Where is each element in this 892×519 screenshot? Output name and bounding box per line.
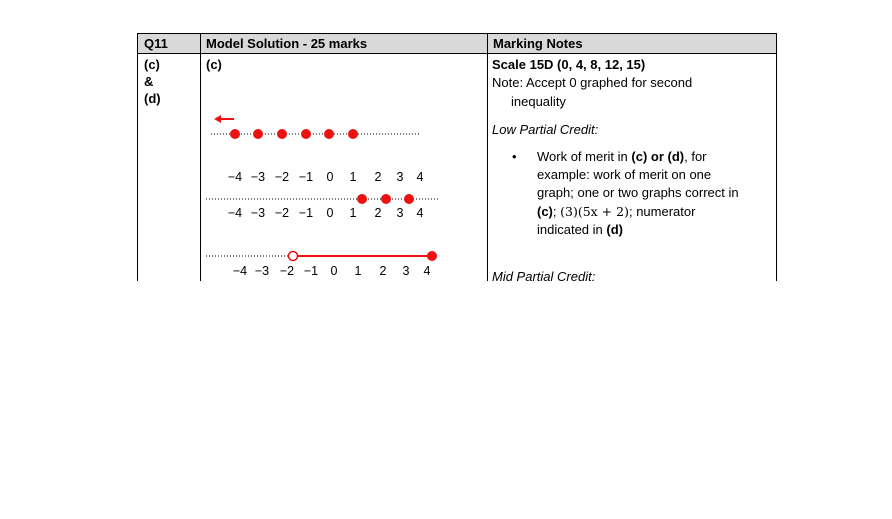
tick-label: 2 xyxy=(379,264,387,278)
bullet-line-2: example: work of merit on one xyxy=(537,167,712,182)
bullet-line-4: (c); (3)(5x + 2); numerator xyxy=(537,204,696,219)
header-question: Q11 xyxy=(138,34,200,54)
tick-label: 0 xyxy=(330,264,338,278)
tick-label: 2 xyxy=(374,206,382,220)
note-line-2: inequality xyxy=(511,94,566,109)
solution-point xyxy=(357,194,367,204)
solution-point xyxy=(348,129,358,139)
marking-scheme-table xyxy=(137,33,777,281)
tick-label: 1 xyxy=(349,170,357,184)
tick-label: −3 xyxy=(250,206,266,220)
closed-endpoint xyxy=(427,251,437,261)
tick-label: −4 xyxy=(227,170,243,184)
tick-label: 3 xyxy=(396,170,404,184)
tick-label: 0 xyxy=(326,206,334,220)
part-c-label: (c) xyxy=(144,57,160,72)
tick-label: −3 xyxy=(254,264,270,278)
ampersand: & xyxy=(144,74,154,89)
open-endpoint xyxy=(289,252,298,261)
arrow-head xyxy=(214,115,221,123)
number-line-graphs xyxy=(201,34,487,281)
mid-partial-credit-title: Mid Partial Credit: xyxy=(492,269,596,281)
solution-point xyxy=(277,129,287,139)
solution-part-label: (c) xyxy=(206,57,222,72)
column-divider xyxy=(487,34,488,281)
tick-label: −2 xyxy=(274,170,290,184)
tick-label: −2 xyxy=(279,264,295,278)
tick-label: 4 xyxy=(416,170,424,184)
tick-label: −3 xyxy=(250,170,266,184)
note-line-1: Note: Accept 0 graphed for second xyxy=(492,75,693,90)
tick-label: −4 xyxy=(227,206,243,220)
number-line-2 xyxy=(206,194,438,220)
bullet-marker: • xyxy=(512,149,517,164)
bullet-line-5: indicated in (d) xyxy=(537,222,623,237)
number-line-3 xyxy=(206,251,437,278)
tick-label: 4 xyxy=(416,206,424,220)
number-line-1 xyxy=(211,115,424,184)
tick-label: 1 xyxy=(354,264,362,278)
solution-point xyxy=(404,194,414,204)
tick-label: −2 xyxy=(274,206,290,220)
tick-label: −4 xyxy=(232,264,248,278)
solution-point xyxy=(230,129,240,139)
solution-point xyxy=(324,129,334,139)
bullet-line-3: graph; one or two graphs correct in xyxy=(537,185,739,200)
header-marking-notes: Marking Notes xyxy=(487,34,776,54)
tick-label: 3 xyxy=(402,264,410,278)
bullet-line-1: Work of merit in (c) or (d), for xyxy=(537,149,707,164)
low-partial-credit-title: Low Partial Credit: xyxy=(492,122,599,137)
tick-label: −1 xyxy=(298,206,314,220)
tick-label: 3 xyxy=(396,206,404,220)
header-model-solution: Model Solution - 25 marks xyxy=(200,34,487,54)
tick-label: 1 xyxy=(349,206,357,220)
tick-label: −1 xyxy=(298,170,314,184)
tick-label: 0 xyxy=(326,170,334,184)
solution-point xyxy=(301,129,311,139)
solution-point xyxy=(381,194,391,204)
tick-label: 4 xyxy=(423,264,431,278)
tick-label: 2 xyxy=(374,170,382,184)
part-d-label: (d) xyxy=(144,91,161,106)
tick-label: −1 xyxy=(303,264,319,278)
solution-point xyxy=(253,129,263,139)
scale-line: Scale 15D (0, 4, 8, 12, 15) xyxy=(492,57,646,72)
